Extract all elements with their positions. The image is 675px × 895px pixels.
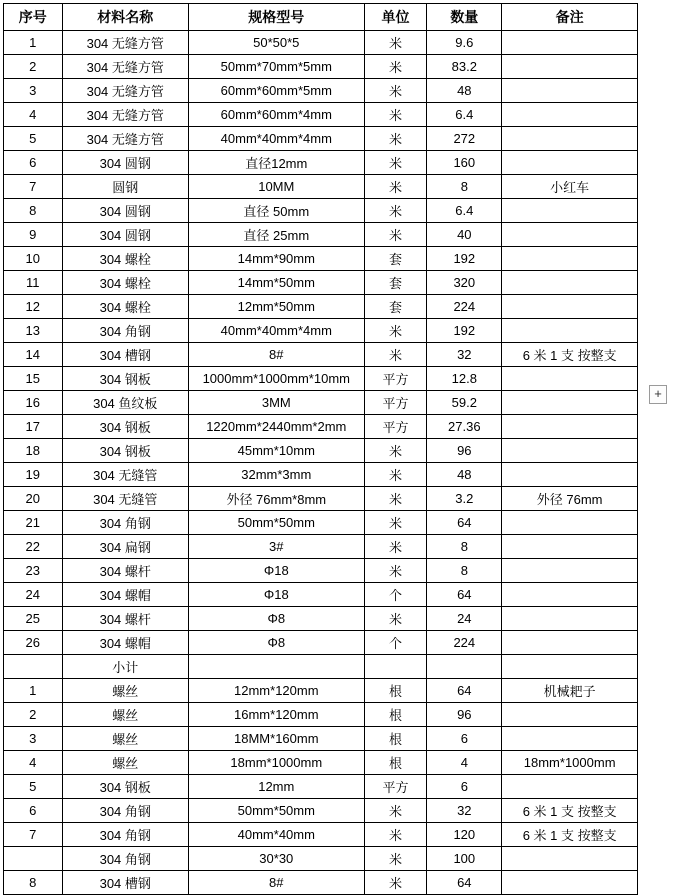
- cell-seq[interactable]: 8: [4, 871, 63, 895]
- cell-spec[interactable]: 1000mm*1000mm*10mm: [188, 367, 364, 391]
- cell-spec[interactable]: 50mm*50mm: [188, 799, 364, 823]
- cell-unit[interactable]: 米: [364, 439, 427, 463]
- cell-qty[interactable]: 6.4: [427, 199, 502, 223]
- cell-unit[interactable]: 米: [364, 607, 427, 631]
- cell-name[interactable]: 304 角钢: [62, 823, 188, 847]
- cell-unit[interactable]: 米: [364, 343, 427, 367]
- cell-seq[interactable]: 22: [4, 535, 63, 559]
- cell-name[interactable]: 304 无缝管: [62, 463, 188, 487]
- cell-spec[interactable]: 60mm*60mm*5mm: [188, 79, 364, 103]
- cell-qty[interactable]: 24: [427, 607, 502, 631]
- cell-qty[interactable]: 192: [427, 247, 502, 271]
- cell-remark[interactable]: 机械耙子: [502, 679, 638, 703]
- cell-remark[interactable]: [502, 439, 638, 463]
- cell-seq[interactable]: 16: [4, 391, 63, 415]
- table-row: [4, 631, 638, 655]
- column-header-unit[interactable]: 单位: [364, 4, 427, 31]
- cell-unit[interactable]: 米: [364, 175, 427, 199]
- cell-unit[interactable]: 平方: [364, 775, 427, 799]
- cell-qty[interactable]: 40: [427, 223, 502, 247]
- cell-seq[interactable]: 13: [4, 319, 63, 343]
- cell-spec[interactable]: 10MM: [188, 175, 364, 199]
- cell-remark[interactable]: [502, 703, 638, 727]
- cell-name[interactable]: 304 槽钢: [62, 343, 188, 367]
- cell-remark[interactable]: [502, 655, 638, 679]
- cell-name[interactable]: 304 螺帽: [62, 631, 188, 655]
- table-row: [4, 655, 638, 679]
- cell-unit[interactable]: 根: [364, 679, 427, 703]
- cell-spec[interactable]: 3MM: [188, 391, 364, 415]
- cell-remark[interactable]: [502, 607, 638, 631]
- table-row: [4, 103, 638, 127]
- cell-remark[interactable]: 18mm*1000mm: [502, 751, 638, 775]
- table-row: [4, 295, 638, 319]
- cell-name[interactable]: 304 螺帽: [62, 583, 188, 607]
- cell-seq[interactable]: [4, 847, 63, 871]
- cell-seq[interactable]: 6: [4, 151, 63, 175]
- cell-name[interactable]: 304 螺栓: [62, 295, 188, 319]
- cell-name[interactable]: 304 圆钢: [62, 223, 188, 247]
- column-header-remark[interactable]: 备注: [502, 4, 638, 31]
- table-row: [4, 535, 638, 559]
- cell-remark[interactable]: [502, 727, 638, 751]
- cell-remark[interactable]: [502, 295, 638, 319]
- cell-remark[interactable]: [502, 463, 638, 487]
- cell-qty[interactable]: 160: [427, 151, 502, 175]
- cell-name[interactable]: 304 钢板: [62, 367, 188, 391]
- cell-seq[interactable]: 8: [4, 199, 63, 223]
- cell-spec[interactable]: 60mm*60mm*4mm: [188, 103, 364, 127]
- cell-unit[interactable]: 米: [364, 511, 427, 535]
- cell-remark[interactable]: [502, 559, 638, 583]
- cell-spec[interactable]: 直径 25mm: [188, 223, 364, 247]
- cell-unit[interactable]: 根: [364, 727, 427, 751]
- cell-qty[interactable]: 32: [427, 799, 502, 823]
- cell-remark[interactable]: [502, 31, 638, 55]
- cell-unit[interactable]: 米: [364, 487, 427, 511]
- cell-seq[interactable]: 20: [4, 487, 63, 511]
- cell-qty[interactable]: 192: [427, 319, 502, 343]
- cell-name[interactable]: 304 扁钢: [62, 535, 188, 559]
- cell-spec[interactable]: 直径12mm: [188, 151, 364, 175]
- cell-spec[interactable]: 18mm*1000mm: [188, 751, 364, 775]
- cell-unit[interactable]: 平方: [364, 367, 427, 391]
- table-row: [4, 727, 638, 751]
- cell-unit[interactable]: 个: [364, 631, 427, 655]
- cell-spec[interactable]: Φ8: [188, 607, 364, 631]
- table-row: [4, 367, 638, 391]
- cell-spec[interactable]: 12mm*120mm: [188, 679, 364, 703]
- cell-qty[interactable]: 6.4: [427, 103, 502, 127]
- cell-name[interactable]: 304 螺杆: [62, 559, 188, 583]
- cell-remark[interactable]: [502, 583, 638, 607]
- cell-spec[interactable]: 12mm: [188, 775, 364, 799]
- cell-name[interactable]: 304 钢板: [62, 415, 188, 439]
- cell-qty[interactable]: 64: [427, 583, 502, 607]
- cell-seq[interactable]: [4, 655, 63, 679]
- cell-name[interactable]: 304 螺栓: [62, 271, 188, 295]
- cell-remark[interactable]: [502, 247, 638, 271]
- cell-spec[interactable]: 40mm*40mm*4mm: [188, 127, 364, 151]
- cell-unit[interactable]: 米: [364, 463, 427, 487]
- table-row: [4, 703, 638, 727]
- table-row: [4, 799, 638, 823]
- cell-unit[interactable]: 米: [364, 103, 427, 127]
- cell-seq[interactable]: 26: [4, 631, 63, 655]
- cell-qty[interactable]: 120: [427, 823, 502, 847]
- cell-spec[interactable]: 外径 76mm*8mm: [188, 487, 364, 511]
- table-row: [4, 223, 638, 247]
- cell-spec[interactable]: 1220mm*2440mm*2mm: [188, 415, 364, 439]
- cell-name[interactable]: 304 角钢: [62, 847, 188, 871]
- cell-seq[interactable]: 2: [4, 55, 63, 79]
- cell-qty[interactable]: 3.2: [427, 487, 502, 511]
- cell-remark[interactable]: [502, 103, 638, 127]
- cell-unit[interactable]: 平方: [364, 415, 427, 439]
- cell-unit[interactable]: 米: [364, 799, 427, 823]
- column-header-qty[interactable]: 数量: [427, 4, 502, 31]
- cell-unit[interactable]: 米: [364, 223, 427, 247]
- cell-remark[interactable]: 外径 76mm: [502, 487, 638, 511]
- cell-qty[interactable]: 224: [427, 295, 502, 319]
- table-row: [4, 415, 638, 439]
- cell-qty[interactable]: [427, 655, 502, 679]
- cell-unit[interactable]: 米: [364, 559, 427, 583]
- table-row: [4, 55, 638, 79]
- cell-spec[interactable]: [188, 655, 364, 679]
- cell-name[interactable]: 304 槽钢: [62, 871, 188, 895]
- cell-remark[interactable]: 小红车: [502, 175, 638, 199]
- cell-spec[interactable]: Φ8: [188, 631, 364, 655]
- cell-qty[interactable]: 320: [427, 271, 502, 295]
- table-row: [4, 559, 638, 583]
- cell-remark[interactable]: [502, 151, 638, 175]
- cell-remark[interactable]: [502, 199, 638, 223]
- column-header-name[interactable]: 材料名称: [62, 4, 188, 31]
- cell-remark[interactable]: [502, 511, 638, 535]
- cell-spec[interactable]: 18MM*160mm: [188, 727, 364, 751]
- cell-seq[interactable]: 14: [4, 343, 63, 367]
- table-row: [4, 199, 638, 223]
- cell-seq[interactable]: 3: [4, 79, 63, 103]
- cell-qty[interactable]: 59.2: [427, 391, 502, 415]
- cell-qty[interactable]: 100: [427, 847, 502, 871]
- cell-unit[interactable]: 根: [364, 751, 427, 775]
- table-body: [4, 4, 638, 895]
- cell-remark[interactable]: [502, 319, 638, 343]
- cell-unit[interactable]: 米: [364, 871, 427, 895]
- cell-spec[interactable]: 16mm*120mm: [188, 703, 364, 727]
- cell-name[interactable]: 304 无缝方管: [62, 79, 188, 103]
- cell-qty[interactable]: 32: [427, 343, 502, 367]
- cell-seq[interactable]: 6: [4, 799, 63, 823]
- cell-remark[interactable]: [502, 367, 638, 391]
- table-row: [4, 511, 638, 535]
- cell-remark[interactable]: [502, 871, 638, 895]
- cell-name[interactable]: 304 钢板: [62, 775, 188, 799]
- cell-name[interactable]: 304 螺栓: [62, 247, 188, 271]
- table-row: [4, 751, 638, 775]
- table-row: [4, 847, 638, 871]
- table-row: [4, 607, 638, 631]
- cell-spec[interactable]: 45mm*10mm: [188, 439, 364, 463]
- cell-unit[interactable]: 米: [364, 151, 427, 175]
- cell-seq[interactable]: 5: [4, 775, 63, 799]
- cell-qty[interactable]: 272: [427, 127, 502, 151]
- table-row: [4, 127, 638, 151]
- cell-seq[interactable]: 11: [4, 271, 63, 295]
- cell-seq[interactable]: 23: [4, 559, 63, 583]
- cell-spec[interactable]: 3#: [188, 535, 364, 559]
- table-row: [4, 439, 638, 463]
- cell-seq[interactable]: 7: [4, 175, 63, 199]
- cell-spec[interactable]: 50*50*5: [188, 31, 364, 55]
- table-row: [4, 343, 638, 367]
- cell-qty[interactable]: 96: [427, 439, 502, 463]
- cell-unit[interactable]: 平方: [364, 391, 427, 415]
- cell-name[interactable]: 304 圆钢: [62, 151, 188, 175]
- table-row: [4, 151, 638, 175]
- table-row: [4, 463, 638, 487]
- cell-spec[interactable]: Φ18: [188, 583, 364, 607]
- cell-seq[interactable]: 25: [4, 607, 63, 631]
- cell-qty[interactable]: 64: [427, 679, 502, 703]
- cell-unit[interactable]: 套: [364, 295, 427, 319]
- cell-name[interactable]: 螺丝: [62, 727, 188, 751]
- cell-unit[interactable]: 套: [364, 247, 427, 271]
- cell-name[interactable]: 小计: [62, 655, 188, 679]
- cell-spec[interactable]: 直径 50mm: [188, 199, 364, 223]
- cell-qty[interactable]: 83.2: [427, 55, 502, 79]
- cell-qty[interactable]: 27.36: [427, 415, 502, 439]
- cell-remark[interactable]: [502, 847, 638, 871]
- cell-seq[interactable]: 1: [4, 31, 63, 55]
- cell-qty[interactable]: 224: [427, 631, 502, 655]
- cell-qty[interactable]: 64: [427, 511, 502, 535]
- table-row: [4, 775, 638, 799]
- cell-spec[interactable]: 12mm*50mm: [188, 295, 364, 319]
- cell-name[interactable]: 304 角钢: [62, 319, 188, 343]
- cell-unit[interactable]: 米: [364, 847, 427, 871]
- cell-seq[interactable]: 10: [4, 247, 63, 271]
- cell-seq[interactable]: 12: [4, 295, 63, 319]
- cell-spec[interactable]: 50mm*70mm*5mm: [188, 55, 364, 79]
- cell-remark[interactable]: [502, 55, 638, 79]
- cell-name[interactable]: 304 角钢: [62, 799, 188, 823]
- cell-remark[interactable]: [502, 391, 638, 415]
- cell-spec[interactable]: 8#: [188, 871, 364, 895]
- cell-spec[interactable]: 8#: [188, 343, 364, 367]
- cell-seq[interactable]: 18: [4, 439, 63, 463]
- cell-qty[interactable]: 4: [427, 751, 502, 775]
- cell-remark[interactable]: [502, 415, 638, 439]
- cell-spec[interactable]: 14mm*90mm: [188, 247, 364, 271]
- cell-qty[interactable]: 12.8: [427, 367, 502, 391]
- column-header-spec[interactable]: 规格型号: [188, 4, 364, 31]
- expand-plus-icon[interactable]: +: [649, 385, 667, 404]
- cell-seq[interactable]: 4: [4, 751, 63, 775]
- cell-remark[interactable]: [502, 127, 638, 151]
- table-row: [4, 391, 638, 415]
- cell-remark[interactable]: [502, 775, 638, 799]
- cell-name[interactable]: 螺丝: [62, 679, 188, 703]
- table-row: [4, 871, 638, 895]
- cell-remark[interactable]: [502, 79, 638, 103]
- table-row: [4, 823, 638, 847]
- table-row: [4, 271, 638, 295]
- cell-seq[interactable]: 9: [4, 223, 63, 247]
- cell-spec[interactable]: 40mm*40mm: [188, 823, 364, 847]
- cell-name[interactable]: 304 无缝方管: [62, 103, 188, 127]
- cell-unit[interactable]: 米: [364, 319, 427, 343]
- cell-seq[interactable]: 4: [4, 103, 63, 127]
- cell-seq[interactable]: 15: [4, 367, 63, 391]
- cell-unit[interactable]: 米: [364, 127, 427, 151]
- cell-remark[interactable]: [502, 223, 638, 247]
- table-row: [4, 319, 638, 343]
- cell-remark[interactable]: 6 米 1 支 按整支: [502, 823, 638, 847]
- cell-name[interactable]: 螺丝: [62, 703, 188, 727]
- cell-name[interactable]: 304 钢板: [62, 439, 188, 463]
- cell-qty[interactable]: 8: [427, 175, 502, 199]
- cell-unit[interactable]: 米: [364, 79, 427, 103]
- cell-seq[interactable]: 7: [4, 823, 63, 847]
- cell-seq[interactable]: 24: [4, 583, 63, 607]
- cell-unit[interactable]: 个: [364, 583, 427, 607]
- cell-unit[interactable]: 米: [364, 823, 427, 847]
- table-header-row: [4, 4, 638, 31]
- cell-remark[interactable]: [502, 535, 638, 559]
- cell-name[interactable]: 304 圆钢: [62, 199, 188, 223]
- cell-name[interactable]: 螺丝: [62, 751, 188, 775]
- cell-qty[interactable]: 96: [427, 703, 502, 727]
- cell-spec[interactable]: 14mm*50mm: [188, 271, 364, 295]
- cell-qty[interactable]: 8: [427, 559, 502, 583]
- cell-qty[interactable]: 48: [427, 463, 502, 487]
- cell-name[interactable]: 304 无缝管: [62, 487, 188, 511]
- cell-spec[interactable]: 30*30: [188, 847, 364, 871]
- cell-qty[interactable]: 48: [427, 79, 502, 103]
- cell-seq[interactable]: 17: [4, 415, 63, 439]
- cell-unit[interactable]: 米: [364, 199, 427, 223]
- cell-qty[interactable]: 9.6: [427, 31, 502, 55]
- cell-unit[interactable]: 米: [364, 535, 427, 559]
- cell-seq[interactable]: 21: [4, 511, 63, 535]
- cell-qty[interactable]: 6: [427, 775, 502, 799]
- cell-unit[interactable]: 套: [364, 271, 427, 295]
- cell-spec[interactable]: 32mm*3mm: [188, 463, 364, 487]
- cell-spec[interactable]: 40mm*40mm*4mm: [188, 319, 364, 343]
- cell-seq[interactable]: 3: [4, 727, 63, 751]
- cell-qty[interactable]: 8: [427, 535, 502, 559]
- cell-seq[interactable]: 2: [4, 703, 63, 727]
- cell-name[interactable]: 304 螺杆: [62, 607, 188, 631]
- table-row: [4, 175, 638, 199]
- column-header-seq[interactable]: 序号: [4, 4, 63, 31]
- cell-spec[interactable]: Φ18: [188, 559, 364, 583]
- cell-unit[interactable]: 根: [364, 703, 427, 727]
- cell-remark[interactable]: [502, 631, 638, 655]
- cell-name[interactable]: 304 无缝方管: [62, 31, 188, 55]
- cell-name[interactable]: 304 无缝方管: [62, 127, 188, 151]
- cell-remark[interactable]: 6 米 1 支 按整支: [502, 343, 638, 367]
- table-row: [4, 583, 638, 607]
- cell-remark[interactable]: 6 米 1 支 按整支: [502, 799, 638, 823]
- table-row: [4, 679, 638, 703]
- cell-qty[interactable]: 64: [427, 871, 502, 895]
- table-row: [4, 487, 638, 511]
- cell-name[interactable]: 304 鱼纹板: [62, 391, 188, 415]
- cell-name[interactable]: 304 角钢: [62, 511, 188, 535]
- material-table: [3, 3, 638, 895]
- cell-seq[interactable]: 19: [4, 463, 63, 487]
- cell-remark[interactable]: [502, 271, 638, 295]
- cell-qty[interactable]: 6: [427, 727, 502, 751]
- cell-spec[interactable]: 50mm*50mm: [188, 511, 364, 535]
- table-row: [4, 31, 638, 55]
- table-row: [4, 79, 638, 103]
- cell-unit[interactable]: [364, 655, 427, 679]
- table-row: [4, 247, 638, 271]
- cell-name[interactable]: 圆钢: [62, 175, 188, 199]
- cell-unit[interactable]: 米: [364, 31, 427, 55]
- cell-unit[interactable]: 米: [364, 55, 427, 79]
- cell-seq[interactable]: 5: [4, 127, 63, 151]
- cell-seq[interactable]: 1: [4, 679, 63, 703]
- cell-name[interactable]: 304 无缝方管: [62, 55, 188, 79]
